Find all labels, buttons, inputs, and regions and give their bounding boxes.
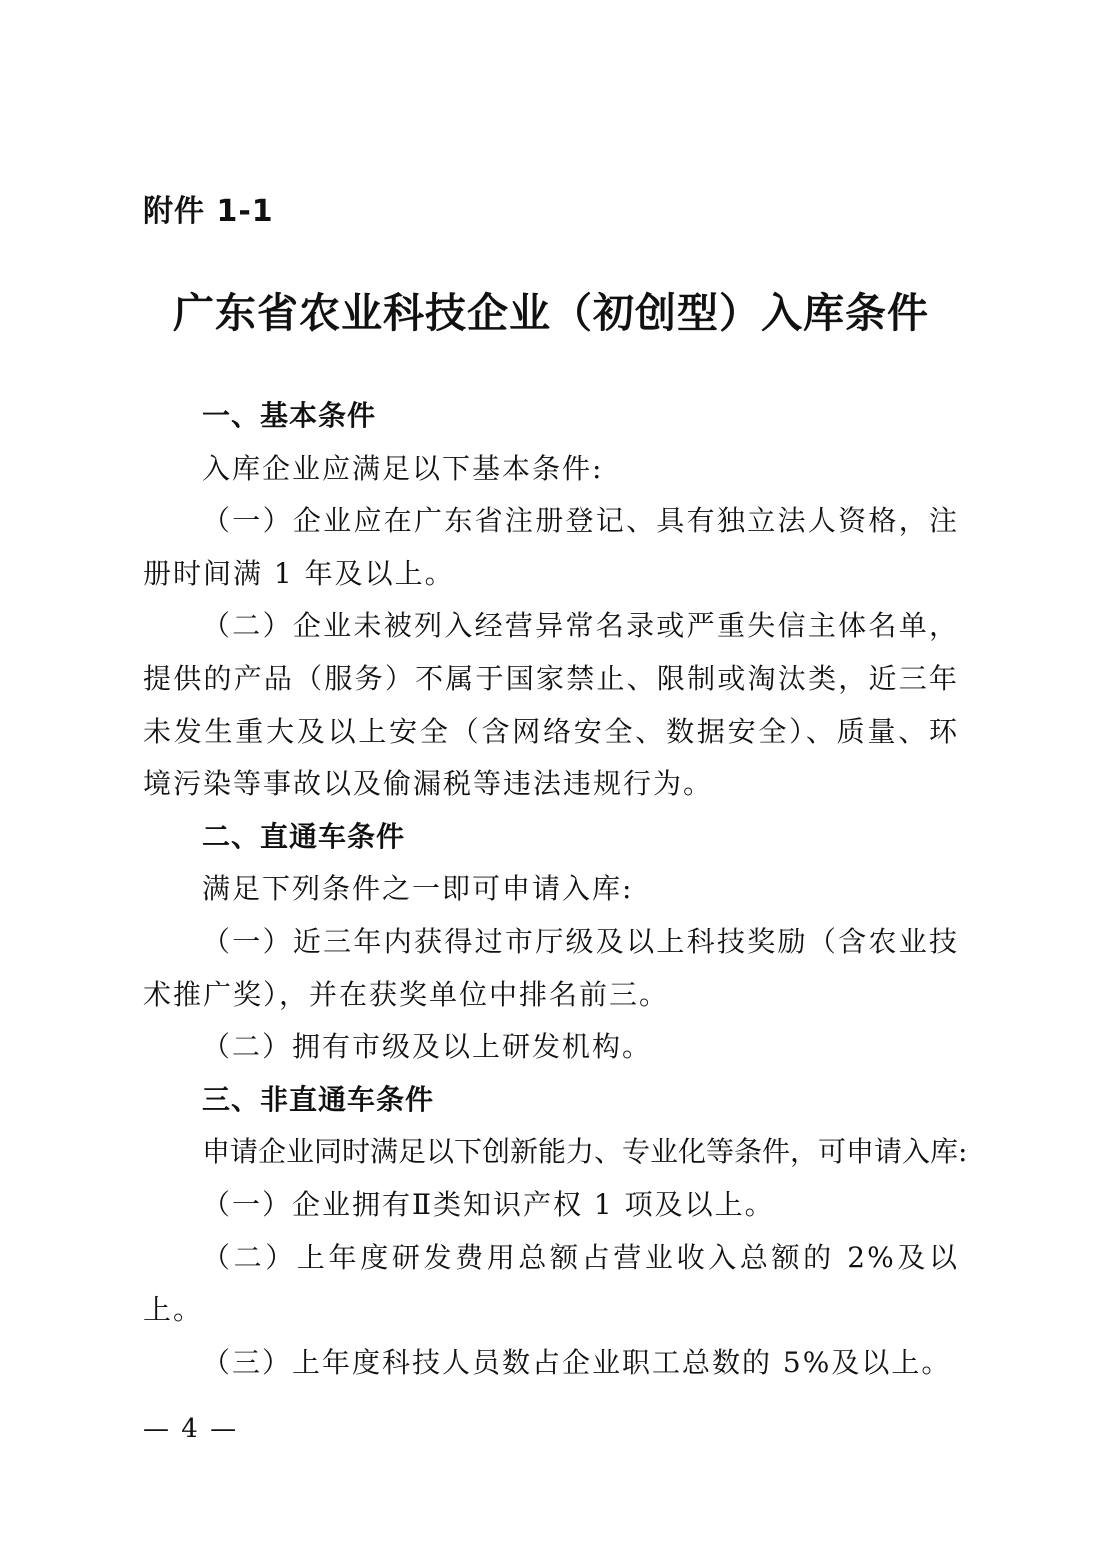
page-number: — 4 — <box>143 1414 239 1444</box>
section3-item1: （一）企业拥有Ⅱ类知识产权 1 项及以上。 <box>202 1187 775 1221</box>
section2-item1: （一）近三年内获得过市厅级及以上科技奖励（含农业技术推广奖），并在获奖单位中排名前三。 <box>143 924 959 1011</box>
section3-item2: （二）上年度研发费用总额占营业收入总额的 2%及以上。 <box>143 1240 959 1327</box>
section1-heading: 一、基本条件 <box>202 399 377 432</box>
section2-item2: （二）拥有市级及以上研发机构。 <box>202 1030 653 1064</box>
section1-intro: 入库企业应满足以下基本条件: <box>202 451 604 485</box>
attachment-label: 附件 1-1 <box>143 194 274 229</box>
document-title: 广东省农业科技企业（初创型）入库条件 <box>173 289 929 337</box>
section3-intro: 申请企业同时满足以下创新能力、专业化等条件，可申请入库: <box>202 1135 968 1169</box>
section1-item1: （一）企业应在广东省注册登记、具有独立法人资格，注册时间满 1 年及以上。 <box>143 504 959 590</box>
document-body <box>143 390 968 1389</box>
section3-heading: 三、非直通车条件 <box>202 1082 435 1116</box>
section2-heading: 二、直通车条件 <box>202 819 406 853</box>
section3-item3: （三）上年度科技人员数占企业职工总数的 5%及以上。 <box>202 1345 952 1379</box>
section1-item2: （二）企业未被列入经营异常名录或严重失信主体名单，提供的产品（服务）不属于国家禁止、限制或淘汰类，近三年未发生重大及以上安全（含网络安全、数据安全）、质量、环境污染等事故以及偷漏税等违法违规行为。 <box>143 609 959 801</box>
section2-intro: 满足下列条件之一即可申请入库: <box>202 872 634 906</box>
